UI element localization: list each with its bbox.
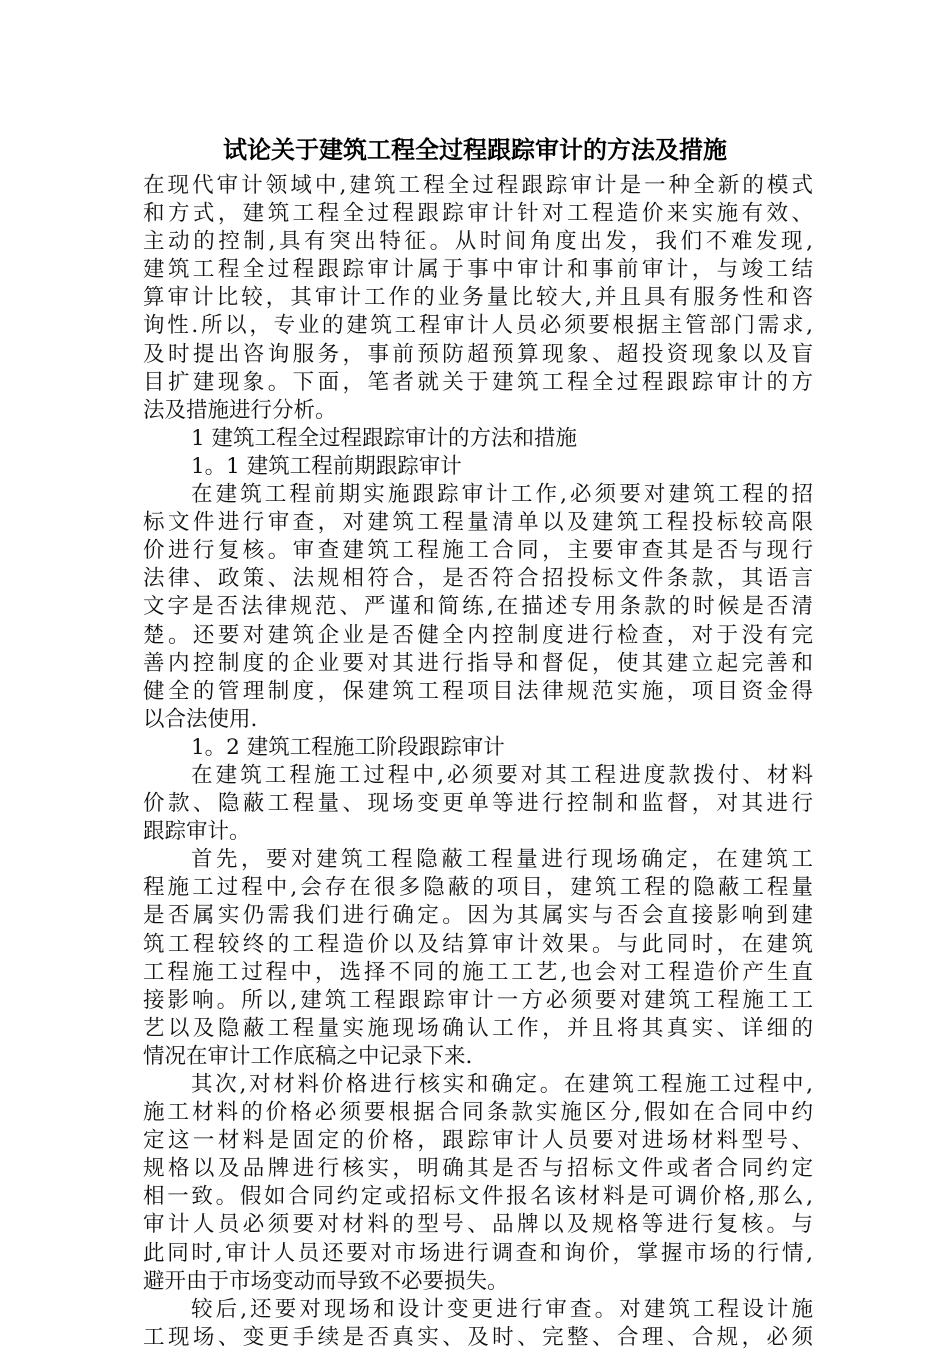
body-line: 目扩建现象。下面，笔者就关于建筑工程全过程跟踪审计的方: [143, 369, 813, 395]
body-line: 在现代审计领域中,建筑工程全过程跟踪审计是一种全新的模式: [143, 173, 813, 198]
body-line: 价款、隐蔽工程量、现场变更单等进行控制和监督，对其进行: [143, 791, 813, 817]
body-line: 法及措施进行分析。: [143, 397, 337, 423]
document-body: [143, 172, 813, 1352]
body-line: 文字是否法律规范、严谨和简练,在描述专用条款的时候是否清: [143, 594, 813, 620]
body-line: 是否属实仍需我们进行确定。因为其属实与否会直接影响到建: [143, 903, 813, 929]
body-line: 楚。还要对建筑企业是否健全内控制度进行检查，对于没有完: [143, 622, 813, 648]
body-line: 接影响。所以,建筑工程跟踪审计一方必须要对建筑工程施工工: [143, 987, 813, 1013]
body-line: 1。2 建筑工程施工阶段跟踪审计: [191, 734, 505, 760]
body-line: 规格以及品牌进行核实，明确其是否与招标文件或者合同约定: [143, 1156, 813, 1182]
body-line: 审计人员必须要对材料的型号、品牌以及规格等进行复核。与: [143, 1212, 813, 1238]
body-line: 健全的管理制度，保建筑工程项目法律规范实施，项目资金得: [143, 678, 813, 704]
body-line: 标文件进行审查，对建筑工程量清单以及建筑工程投标较高限: [143, 510, 813, 536]
body-line: 法律、政策、法规相符合，是否符合招投标文件条款，其语言: [143, 566, 813, 592]
body-line: 询性.所以，专业的建筑工程审计人员必须要根据主管部门需求,: [143, 313, 813, 339]
body-line: 较后,还要对现场和设计变更进行审查。对建筑工程设计施: [191, 1296, 813, 1322]
body-line: 筑工程较终的工程造价以及结算审计效果。与此同时，在建筑: [143, 931, 813, 957]
body-line: 1。1 建筑工程前期跟踪审计: [191, 453, 462, 479]
body-line: 首先，要对建筑工程隐蔽工程量进行现场确定，在建筑工: [191, 847, 813, 873]
body-line: 其次,对材料价格进行核实和确定。在建筑工程施工过程中,: [191, 1072, 813, 1097]
body-line: 工程施工过程中，选择不同的施工工艺,也会对工程造价产生直: [143, 959, 813, 985]
body-line: 算审计比较，其审计工作的业务量比较大,并且具有服务性和咨: [143, 285, 813, 311]
document-title: 试论关于建筑工程全过程跟踪审计的方法及措施: [223, 136, 727, 164]
body-line: 在建筑工程施工过程中,必须要对其工程进度款拨付、材料: [191, 762, 813, 788]
body-line: 相一致。假如合同约定或招标文件报名该材料是可调价格,那么,: [143, 1184, 813, 1210]
body-line: 建筑工程全过程跟踪审计属于事中审计和事前审计，与竣工结: [143, 257, 813, 283]
body-line: 善内控制度的企业要对其进行指导和督促，使其建立起完善和: [143, 650, 813, 676]
body-line: 在建筑工程前期实施跟踪审计工作,必须要对建筑工程的招: [191, 482, 813, 508]
body-line: 定这一材料是固定的价格，跟踪审计人员要对进场材料型号、: [143, 1128, 813, 1154]
body-line: 艺以及隐蔽工程量实施现场确认工作，并且将其真实、详细的: [143, 1015, 813, 1041]
body-line: 价进行复核。审查建筑工程施工合同，主要审查其是否与现行: [143, 538, 813, 564]
body-line: 1 建筑工程全过程跟踪审计的方法和措施: [191, 425, 578, 451]
body-line: 主动的控制,具有突出特征。从时间角度出发，我们不难发现,: [143, 229, 813, 255]
body-line: 避开由于市场变动而导致不必要损失。: [143, 1268, 509, 1294]
body-line: 以合法使用.: [143, 706, 258, 732]
body-line: 及时提出咨询服务，事前预防超预算现象、超投资现象以及盲: [143, 341, 813, 367]
body-line: 此同时,审计人员还要对市场进行调查和询价，掌握市场的行情,: [143, 1240, 813, 1266]
body-line: 和方式，建筑工程全过程跟踪审计针对工程造价来实施有效、: [143, 201, 813, 227]
body-line: 工现场、变更手续是否真实、及时、完整、合理、合规，必须: [143, 1324, 813, 1350]
body-line: 跟踪审计。: [143, 819, 251, 845]
body-line: 施工材料的价格必须要根据合同条款实施区分,假如在合同中约: [143, 1100, 813, 1126]
body-line: 情况在审计工作底稿之中记录下来.: [143, 1043, 473, 1069]
body-line: 程施工过程中,会存在很多隐蔽的项目，建筑工程的隐蔽工程量: [143, 875, 813, 901]
